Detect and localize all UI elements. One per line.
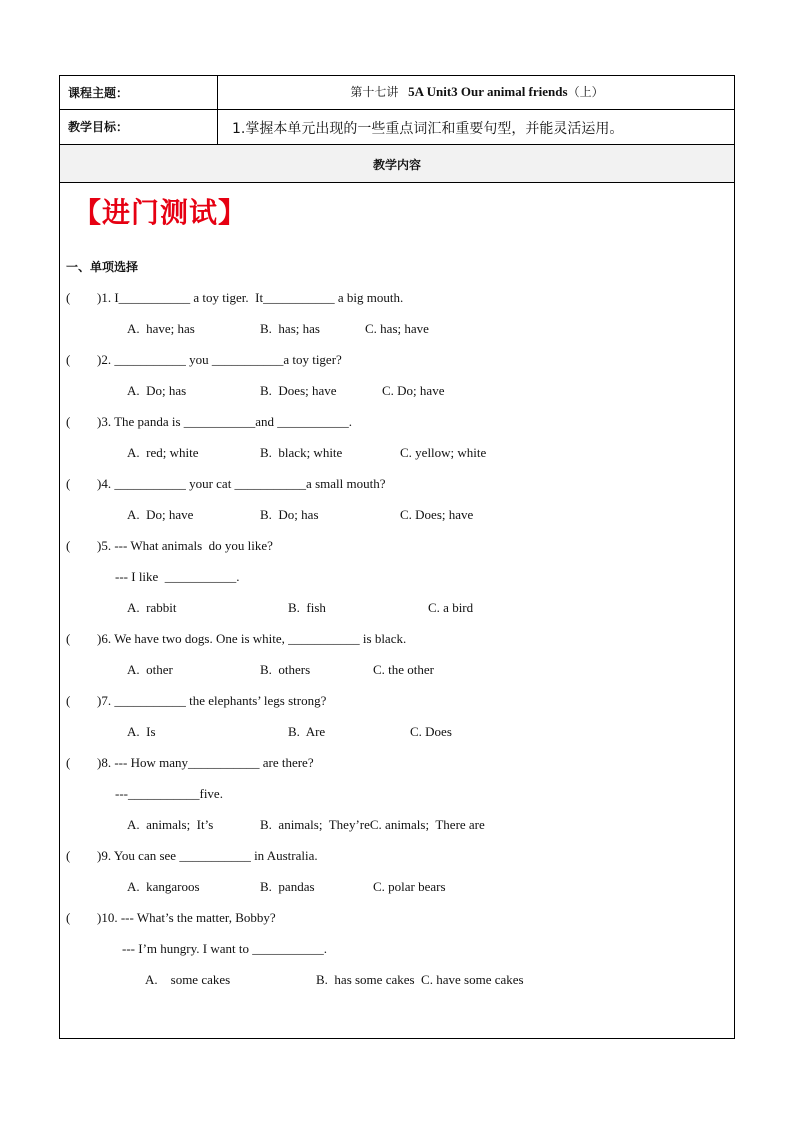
question-stem: )2. ___________ you ___________a toy tiger? (97, 352, 342, 367)
goal-text: 1.掌握本单元出现的一些重点词汇和重要句型，并能灵活运用。 (232, 121, 624, 137)
option-c: C. polar bears (373, 879, 446, 894)
answer-paren[interactable]: ( (66, 755, 71, 770)
option-c: C. has; have (365, 321, 429, 336)
option-a: A. Is (127, 724, 156, 739)
option-a: A. some cakes (145, 972, 231, 987)
question-dialogue: --- I like ___________. (115, 569, 240, 584)
option-c: C. yellow; white (400, 445, 487, 460)
option-b: B. pandas (260, 879, 315, 894)
option-a: A. other (127, 662, 173, 677)
question-stem: )8. --- How many___________ are there? (97, 755, 314, 770)
option-b: B. animals; They’reC. animals; There are (260, 817, 485, 832)
topic-value (220, 83, 734, 100)
section-title: 一、单项选择 (66, 260, 139, 274)
answer-paren[interactable]: ( (66, 476, 71, 491)
answer-paren[interactable]: ( (66, 538, 71, 553)
question-stem: )7. ___________ the elephants’ legs strong? (97, 693, 327, 708)
option-b: B. others (260, 662, 311, 677)
answer-paren[interactable]: ( (66, 414, 71, 429)
option-b: B. Does; have (260, 383, 337, 398)
option-a: A. Do; have (127, 507, 194, 522)
answer-paren[interactable]: ( (66, 290, 71, 305)
option-a: A. animals; It’s (127, 817, 214, 832)
question-dialogue: --- I’m hungry. I want to ___________. (122, 941, 327, 956)
content-title: 教学内容 (372, 158, 421, 172)
question-stem: )9. You can see ___________ in Australia. (97, 848, 318, 863)
answer-paren[interactable]: ( (66, 848, 71, 863)
topic-lecture: 第十七讲 (350, 85, 399, 99)
answer-paren[interactable]: ( (66, 910, 71, 925)
option-c: C. Does (410, 724, 452, 739)
question-stem: )3. The panda is ___________and ___________. (97, 414, 353, 429)
option-b: B. Are (288, 724, 326, 739)
option-a: A. Do; has (127, 383, 187, 398)
answer-paren[interactable]: ( (66, 352, 71, 367)
goal-label: 教学目标： (68, 120, 129, 134)
topic-unit: 5A Unit3 Our animal friends (408, 84, 568, 99)
option-a: A. have; has (127, 321, 195, 336)
question-stem: )10. --- What’s the matter, Bobby? (97, 910, 276, 925)
question-stem: )6. We have two dogs. One is white, ___________ is black. (97, 631, 407, 646)
answer-paren[interactable]: ( (66, 631, 71, 646)
content-header-row (60, 145, 734, 183)
topic-part: （上） (567, 85, 604, 99)
question-stem: )5. --- What animals do you like? (97, 538, 273, 553)
option-b: B. fish (288, 600, 326, 615)
option-c: C. Does; have (400, 507, 474, 522)
lesson-sheet (59, 75, 735, 1039)
entry-test-title: 【进门测试】 (73, 196, 248, 229)
answer-paren[interactable]: ( (66, 693, 71, 708)
option-a: A. kangaroos (127, 879, 200, 894)
question-stem: )1. I___________ a toy tiger. It___________ a big mouth. (97, 290, 404, 305)
question-dialogue: ---___________five. (115, 786, 223, 801)
option-b: B. black; white (260, 445, 343, 460)
option-c: C. the other (373, 662, 435, 677)
goal-row (60, 110, 734, 145)
topic-label: 课程主题： (68, 86, 129, 100)
option-c: C. a bird (428, 600, 474, 615)
option-b: B. has some cakes C. have some cakes (316, 972, 524, 987)
option-b: B. Do; has (260, 507, 319, 522)
question-stem: )4. ___________ your cat ___________a small mouth? (97, 476, 386, 491)
topic-row (60, 76, 734, 110)
option-a: A. red; white (127, 445, 199, 460)
option-a: A. rabbit (127, 600, 177, 615)
column-divider (217, 76, 218, 145)
option-c: C. Do; have (382, 383, 445, 398)
option-b: B. has; has (260, 321, 320, 336)
